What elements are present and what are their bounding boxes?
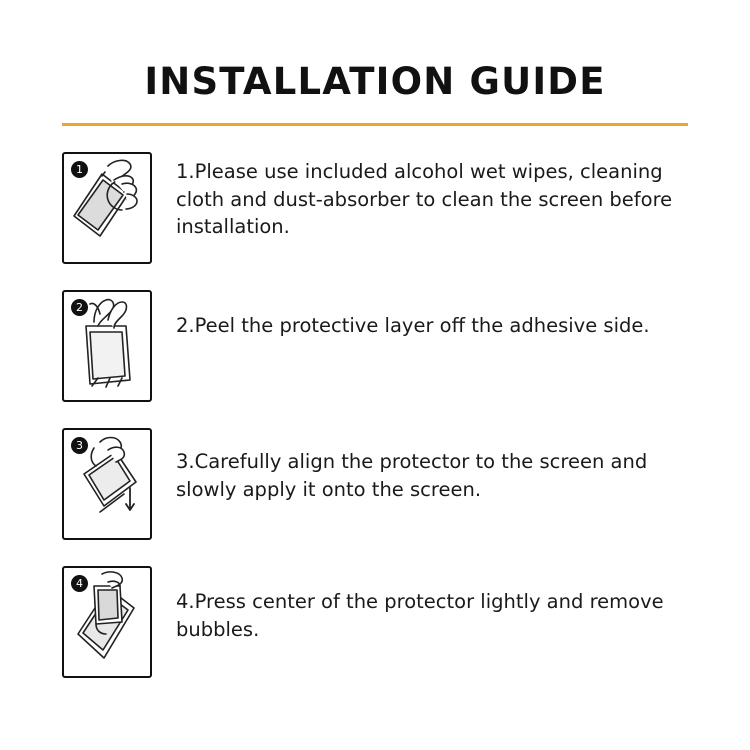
title-divider	[62, 123, 688, 126]
step-illustration-4	[62, 566, 152, 678]
step-text: 3.Carefully align the protector to the screen and slowly apply it onto the screen.	[176, 450, 648, 501]
step-text: 4.Press center of the protector lightly and remove bubbles.	[176, 590, 664, 641]
step-illustration-2	[62, 290, 152, 402]
list-item	[62, 428, 688, 540]
list-item	[62, 290, 688, 402]
steps-list	[62, 152, 688, 704]
step-text: 2.Peel the protective layer off the adhesive side.	[176, 314, 650, 337]
step-illustration-1	[62, 152, 152, 264]
page-title: INSTALLATION GUIDE	[144, 60, 606, 103]
step-badge: 1	[71, 161, 88, 178]
step-illustration-3	[62, 428, 152, 540]
step-badge: 4	[71, 575, 88, 592]
step-badge: 3	[71, 437, 88, 454]
list-item	[62, 566, 688, 678]
step-text: 1.Please use included alcohol wet wipes, cleaning cloth and dust-absorber to clean the screen before installation.	[176, 160, 673, 239]
step-badge: 2	[71, 299, 88, 316]
list-item	[62, 152, 688, 264]
